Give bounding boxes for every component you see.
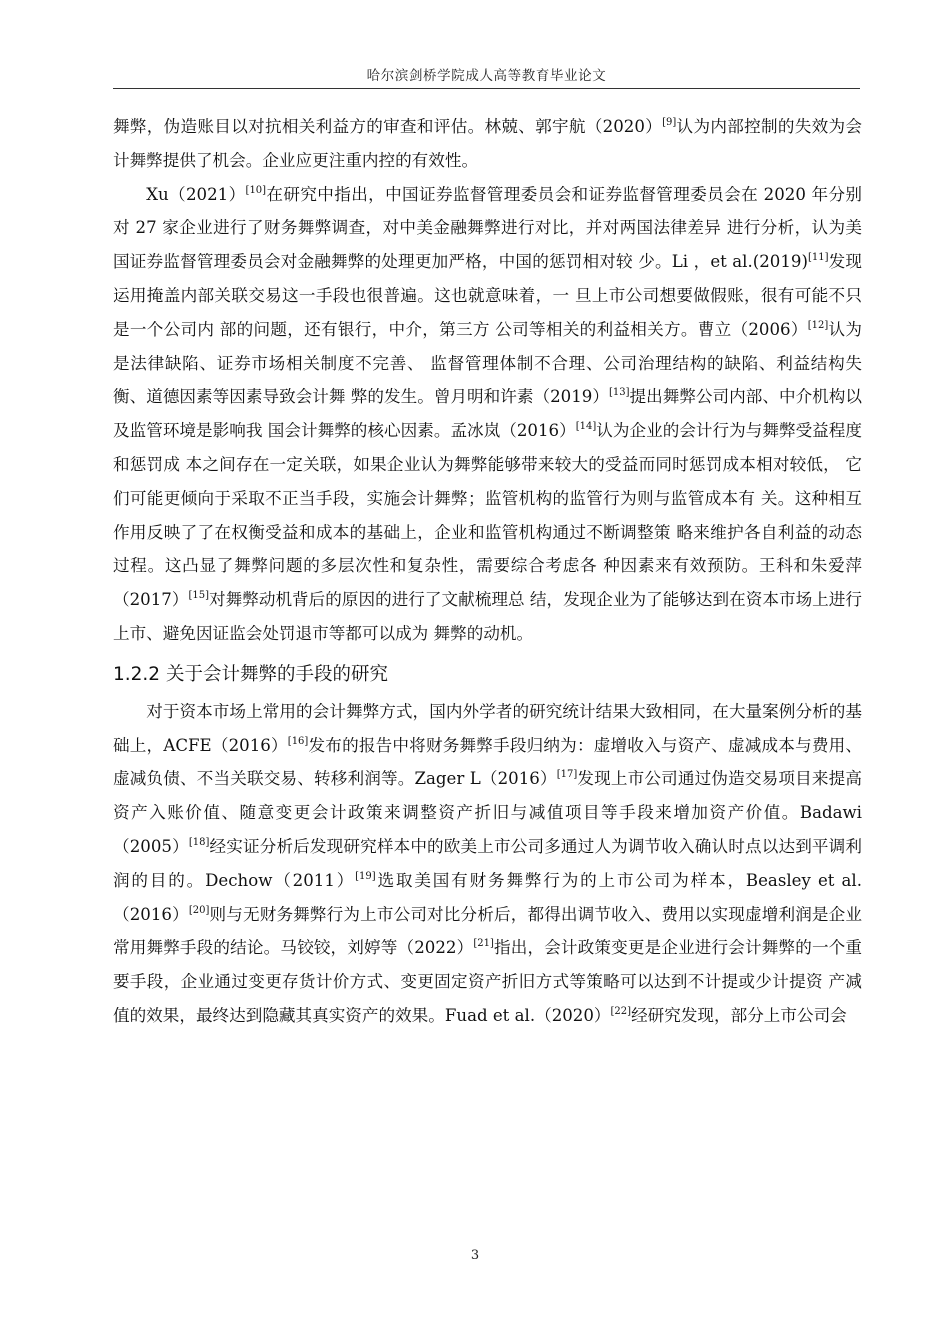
- text-run: 认为内部控制的失效为会计舞弊提供了机会。企业应更注重内控的有效性。: [113, 117, 863, 170]
- paragraph: [113, 178, 862, 651]
- text-run: 选取美国有财务舞弊行为的上市公司为样本，Beasley et al.（2016）: [113, 870, 863, 924]
- page-number: 3: [470, 1248, 480, 1263]
- citation-marker: [21]: [473, 938, 494, 950]
- citation-marker: [9]: [662, 117, 677, 128]
- citation-marker: [13]: [608, 387, 630, 399]
- text-run: 对舞弊动机背后的原因的进行了文献梳理总 结，发现企业为了能够达到在资本市场上进行上市、避免因证监会处罚退市等都可以成为 舞弊的动机。: [113, 590, 862, 643]
- citation-marker: [16]: [287, 735, 309, 747]
- citation-marker: [15]: [188, 590, 209, 602]
- citation-marker: [20]: [188, 904, 210, 916]
- citation-marker: [18]: [188, 836, 210, 848]
- text-run: 认为是法律缺陷、证券市场相关制度不完善、 监督管理体制不合理、公司治理结构的缺陷、利益结构失衡、道德因素等因素导致会计舞 弊的发生。曾月明和许素（2019）: [113, 319, 863, 407]
- text-run: 发现上市公司通过伪造交易项目来提高资产入账价值、随意变更会计政策来调整资产折旧与减值项目等手段来增加资产价值。Badawi（2005）: [113, 769, 862, 856]
- citation-marker: [14]: [575, 421, 597, 433]
- paragraph: [113, 110, 862, 178]
- text-run: 认为企业的会计行为与舞弊受益程度和惩罚成 本之间存在一定关联，如果企业认为舞弊能够带来较大的受益而同时惩罚成本相对较低， 它们可能更倾向于采取不正当手段，实施会计舞弊；监管机构的监管行为则与监管成本有 关。这种相互作用反映了了在权衡受益和成本的基础上，企业和监管机构通过不断调整策 略来维护各自利益的动态过程。这凸显了舞弊问题的多层次性和复杂性，需要综合考虑各 种因素来有效预防。王科和朱爱萍（2017）: [113, 421, 862, 610]
- text-run: 在研究中指出，中国证券监督管理委员会和证券监督管理委员会在 2020 年分别对 27 家企业进行了财务舞弊调查，对中美金融舞弊进行对比，并对两国法律差异 进行分析，认为美国证券监督管理委员会对金融舞弊的处理更加严格，中国的惩罚相对较 少。Li ，et al.(2019): [113, 184, 863, 272]
- text-run: 发现运用掩盖内部关联交易这一手段也很普遍。这也就意味着，一 旦上市公司想要做假账，很有可能不只是一个公司内 部的问题，还有银行，中介，第三方 公司等相关的利益相关方。曹立（2006）: [113, 252, 863, 339]
- paragraph: [113, 695, 862, 1033]
- citation-marker: [17]: [556, 769, 578, 781]
- main-text: [113, 110, 862, 1033]
- section-heading: 1.2.2 关于会计舞弊的手段的研究: [113, 663, 388, 685]
- text-run: Xu（2021）: [146, 184, 246, 204]
- header-divider: [113, 88, 860, 89]
- text-run: 提出舞弊公司内部、中介机构以及监管环境是影响我 国会计舞弊的核心因素。孟冰岚（2016）: [113, 387, 862, 441]
- text-run: 发布的报告中将财务舞弊手段归纳为：虚增收入与资产、虚减成本与费用、虚减负债、不当关联交易、转移利润等。Zager L（2016）: [113, 735, 862, 789]
- text-run: 经实证分析后发现研究样本中的欧美上市公司多通过人为调节收入确认时点以达到平调利润的目的。Dechow（2011）: [113, 836, 862, 890]
- citation-marker: [11]: [807, 252, 829, 264]
- text-run: 则与无财务舞弊行为上市公司对比分析后，都得出调节收入、费用以实现虚增利润是企业常用舞弊手段的结论。马铰铰，刘婷等（2022）: [113, 904, 862, 958]
- citation-marker: [12]: [807, 319, 829, 331]
- citation-marker: [19]: [355, 870, 376, 882]
- citation-marker: [10]: [245, 184, 267, 196]
- citation-marker: [22]: [610, 1005, 632, 1017]
- text-run: 指出，会计政策变更是企业进行会计舞弊的一个重要手段，企业通过变更存货计价方式、变更固定资产折旧方式等策略可以达到不计提或少计提资 产减值的效果，最终达到隐藏其真实资产的效果。Fuad et al.（2020）: [113, 938, 863, 1025]
- text-run: 经研究发现，部分上市公司会: [631, 1005, 847, 1025]
- running-header: 哈尔滨剑桥学院成人高等教育毕业论文: [366, 68, 607, 84]
- text-run: 对于资本市场上常用的会计舞弊方式，国内外学者的研究统计结果大致相同，在大量案例分析的基础上，ACFE（2016）: [113, 701, 862, 755]
- text-run: 舞弊，伪造账目以对抗相关利益方的审查和评估。林兢、郭宇航（2020）: [113, 117, 663, 136]
